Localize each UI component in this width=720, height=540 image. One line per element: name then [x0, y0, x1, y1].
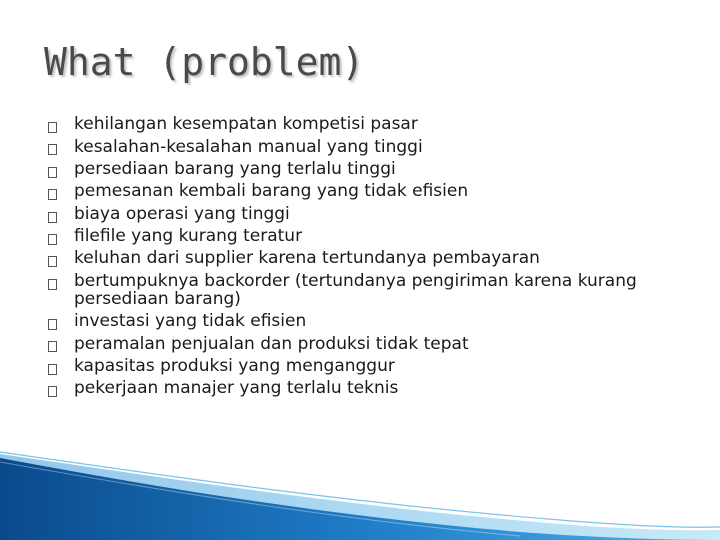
list-item: [46, 377, 676, 399]
list-item-text: kapasitas produksi yang menganggur: [74, 355, 395, 376]
list-item: [46, 180, 676, 202]
box-bullet-icon: [48, 167, 57, 178]
list-item: [46, 310, 676, 332]
box-bullet-icon: [48, 144, 57, 155]
bottom-wave-decoration: [0, 440, 720, 540]
list-item: [46, 203, 676, 225]
box-bullet-icon: [48, 279, 57, 290]
list-item-text: peramalan penjualan dan produksi tidak tepat: [74, 333, 469, 354]
box-bullet-icon: [48, 341, 57, 352]
box-bullet-icon: [48, 234, 57, 245]
box-bullet-icon: [48, 122, 57, 133]
box-bullet-icon: [48, 212, 57, 223]
slide-title: What (problem): [44, 40, 365, 84]
box-bullet-icon: [48, 256, 57, 267]
list-item: [46, 332, 676, 354]
list-item-text: bertumpuknya backorder (tertundanya pengiriman karena kurang persediaan barang): [74, 270, 637, 309]
list-item: [46, 135, 676, 157]
list-item-text: investasi yang tidak efisien: [74, 311, 307, 332]
list-item: [46, 225, 676, 247]
box-bullet-icon: [48, 189, 57, 200]
list-item-text: persediaan barang yang terlalu tinggi: [74, 158, 396, 179]
box-bullet-icon: [48, 364, 57, 375]
bullet-list: [46, 113, 676, 400]
box-bullet-icon: [48, 386, 57, 397]
list-item-text: keluhan dari supplier karena tertundanya pembayaran: [74, 248, 540, 269]
list-item-text: biaya operasi yang tinggi: [74, 203, 290, 224]
box-bullet-icon: [48, 319, 57, 330]
list-item: [46, 270, 676, 310]
list-item-text: pekerjaan manajer yang terlalu teknis: [74, 378, 399, 399]
list-item: [46, 355, 676, 377]
list-item-text: pemesanan kembali barang yang tidak efisien: [74, 181, 469, 202]
list-item-text: kehilangan kesempatan kompetisi pasar: [74, 114, 418, 135]
list-item-text: filefile yang kurang teratur: [74, 226, 303, 247]
list-item: [46, 247, 676, 269]
list-item: [46, 113, 676, 135]
list-item: [46, 158, 676, 180]
list-item-text: kesalahan-kesalahan manual yang tinggi: [74, 136, 423, 157]
